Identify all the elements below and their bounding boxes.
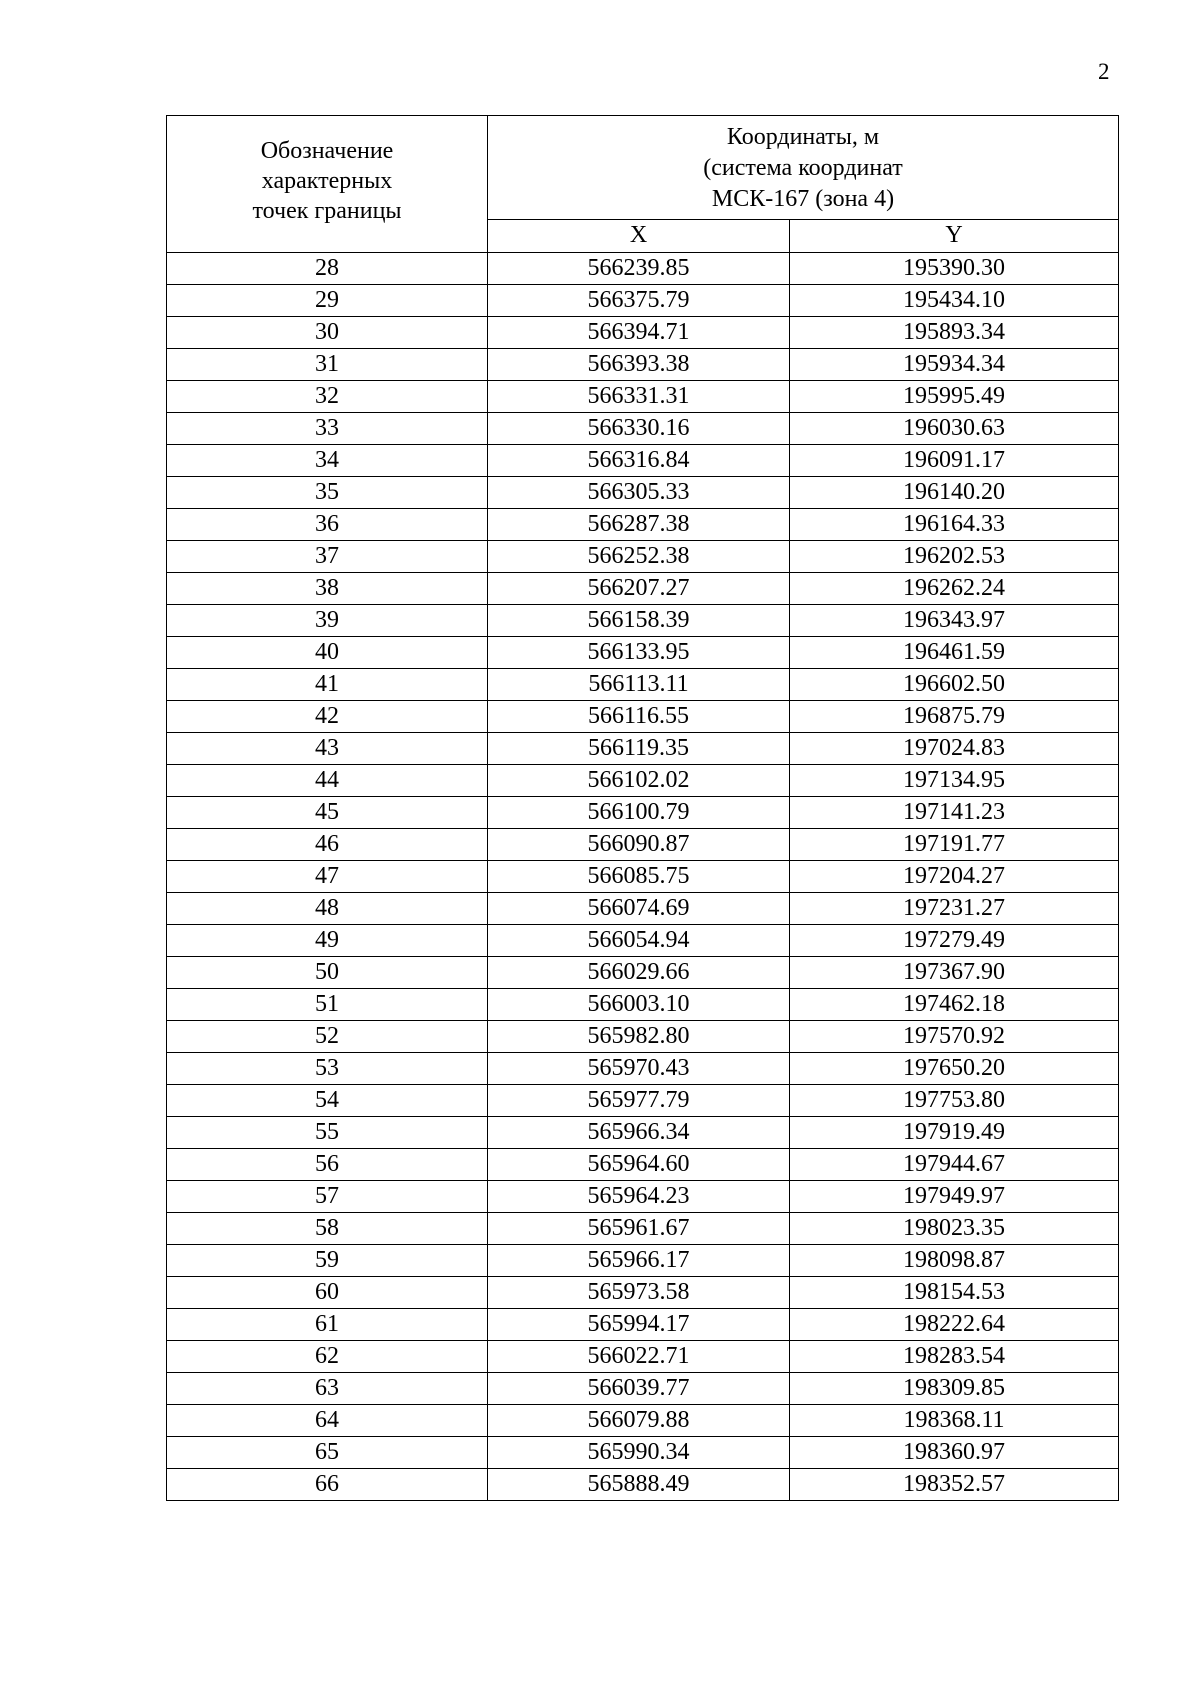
x-cell: 565966.34 xyxy=(488,1117,790,1149)
point-cell: 32 xyxy=(167,381,488,413)
table-row xyxy=(167,1245,1119,1277)
x-cell: 566003.10 xyxy=(488,989,790,1021)
y-cell: 196461.59 xyxy=(790,637,1119,669)
x-cell: 566100.79 xyxy=(488,797,790,829)
x-cell: 566252.38 xyxy=(488,541,790,573)
table-row xyxy=(167,1149,1119,1181)
x-cell: 566039.77 xyxy=(488,1373,790,1405)
table-body xyxy=(167,253,1119,1501)
y-cell: 196202.53 xyxy=(790,541,1119,573)
point-cell: 30 xyxy=(167,317,488,349)
y-cell: 196030.63 xyxy=(790,413,1119,445)
x-cell: 566287.38 xyxy=(488,509,790,541)
table-row xyxy=(167,1469,1119,1501)
x-cell: 565970.43 xyxy=(488,1053,790,1085)
point-cell: 56 xyxy=(167,1149,488,1181)
point-cell: 46 xyxy=(167,829,488,861)
point-cell: 31 xyxy=(167,349,488,381)
table-row xyxy=(167,829,1119,861)
y-cell: 196091.17 xyxy=(790,445,1119,477)
x-cell: 566330.16 xyxy=(488,413,790,445)
y-cell: 197231.27 xyxy=(790,893,1119,925)
x-cell: 565994.17 xyxy=(488,1309,790,1341)
x-cell: 565966.17 xyxy=(488,1245,790,1277)
header-x: X xyxy=(488,219,790,252)
table-row xyxy=(167,1405,1119,1437)
y-cell: 196140.20 xyxy=(790,477,1119,509)
y-cell: 198154.53 xyxy=(790,1277,1119,1309)
x-cell: 566022.71 xyxy=(488,1341,790,1373)
x-cell: 566079.88 xyxy=(488,1405,790,1437)
x-cell: 566207.27 xyxy=(488,573,790,605)
table-row xyxy=(167,253,1119,285)
table-row xyxy=(167,669,1119,701)
point-cell: 58 xyxy=(167,1213,488,1245)
table-row xyxy=(167,1117,1119,1149)
y-cell: 198309.85 xyxy=(790,1373,1119,1405)
x-cell: 565964.60 xyxy=(488,1149,790,1181)
table-row xyxy=(167,989,1119,1021)
y-cell: 198360.97 xyxy=(790,1437,1119,1469)
x-cell: 566102.02 xyxy=(488,765,790,797)
header-point-designation: Обозначение характерных точек границы xyxy=(167,116,488,253)
y-cell: 197367.90 xyxy=(790,957,1119,989)
y-cell: 198098.87 xyxy=(790,1245,1119,1277)
table-row xyxy=(167,1277,1119,1309)
point-cell: 40 xyxy=(167,637,488,669)
y-cell: 197134.95 xyxy=(790,765,1119,797)
x-cell: 566119.35 xyxy=(488,733,790,765)
y-cell: 197949.97 xyxy=(790,1181,1119,1213)
table-row xyxy=(167,1373,1119,1405)
table-row xyxy=(167,733,1119,765)
y-cell: 196343.97 xyxy=(790,605,1119,637)
point-cell: 63 xyxy=(167,1373,488,1405)
table-row xyxy=(167,349,1119,381)
y-cell: 195390.30 xyxy=(790,253,1119,285)
x-cell: 566133.95 xyxy=(488,637,790,669)
y-cell: 197570.92 xyxy=(790,1021,1119,1053)
point-cell: 47 xyxy=(167,861,488,893)
table-row xyxy=(167,1181,1119,1213)
x-cell: 565990.34 xyxy=(488,1437,790,1469)
point-cell: 34 xyxy=(167,445,488,477)
y-cell: 197650.20 xyxy=(790,1053,1119,1085)
point-cell: 50 xyxy=(167,957,488,989)
y-cell: 197462.18 xyxy=(790,989,1119,1021)
x-cell: 565964.23 xyxy=(488,1181,790,1213)
point-cell: 57 xyxy=(167,1181,488,1213)
x-cell: 566074.69 xyxy=(488,893,790,925)
y-cell: 197204.27 xyxy=(790,861,1119,893)
x-cell: 565888.49 xyxy=(488,1469,790,1501)
point-cell: 44 xyxy=(167,765,488,797)
table-row xyxy=(167,637,1119,669)
x-cell: 566116.55 xyxy=(488,701,790,733)
x-cell: 566054.94 xyxy=(488,925,790,957)
table-row xyxy=(167,1437,1119,1469)
table-row xyxy=(167,317,1119,349)
table-row xyxy=(167,1085,1119,1117)
y-cell: 195434.10 xyxy=(790,285,1119,317)
point-cell: 29 xyxy=(167,285,488,317)
table-row xyxy=(167,477,1119,509)
point-cell: 65 xyxy=(167,1437,488,1469)
table-row xyxy=(167,861,1119,893)
point-cell: 48 xyxy=(167,893,488,925)
y-cell: 198222.64 xyxy=(790,1309,1119,1341)
x-cell: 566375.79 xyxy=(488,285,790,317)
table-row xyxy=(167,509,1119,541)
y-cell: 197279.49 xyxy=(790,925,1119,957)
x-cell: 566316.84 xyxy=(488,445,790,477)
page-number: 2 xyxy=(1098,59,1110,84)
point-cell: 62 xyxy=(167,1341,488,1373)
point-cell: 54 xyxy=(167,1085,488,1117)
y-cell: 196875.79 xyxy=(790,701,1119,733)
table-row xyxy=(167,925,1119,957)
y-cell: 197753.80 xyxy=(790,1085,1119,1117)
y-cell: 195995.49 xyxy=(790,381,1119,413)
point-cell: 66 xyxy=(167,1469,488,1501)
point-cell: 53 xyxy=(167,1053,488,1085)
table-row xyxy=(167,1021,1119,1053)
y-cell: 196164.33 xyxy=(790,509,1119,541)
table-row xyxy=(167,701,1119,733)
y-cell: 195893.34 xyxy=(790,317,1119,349)
table-row xyxy=(167,1213,1119,1245)
y-cell: 197024.83 xyxy=(790,733,1119,765)
y-cell: 195934.34 xyxy=(790,349,1119,381)
y-cell: 197919.49 xyxy=(790,1117,1119,1149)
x-cell: 565973.58 xyxy=(488,1277,790,1309)
header-y: Y xyxy=(790,219,1119,252)
point-cell: 55 xyxy=(167,1117,488,1149)
y-cell: 198368.11 xyxy=(790,1405,1119,1437)
table-row xyxy=(167,893,1119,925)
y-cell: 197944.67 xyxy=(790,1149,1119,1181)
point-cell: 64 xyxy=(167,1405,488,1437)
y-cell: 198352.57 xyxy=(790,1469,1119,1501)
point-cell: 61 xyxy=(167,1309,488,1341)
y-cell: 197191.77 xyxy=(790,829,1119,861)
point-cell: 37 xyxy=(167,541,488,573)
point-cell: 42 xyxy=(167,701,488,733)
y-cell: 198283.54 xyxy=(790,1341,1119,1373)
table-row xyxy=(167,1309,1119,1341)
x-cell: 566085.75 xyxy=(488,861,790,893)
table-row xyxy=(167,957,1119,989)
x-cell: 566393.38 xyxy=(488,349,790,381)
x-cell: 566158.39 xyxy=(488,605,790,637)
point-cell: 33 xyxy=(167,413,488,445)
table-row xyxy=(167,381,1119,413)
table-row xyxy=(167,605,1119,637)
point-cell: 28 xyxy=(167,253,488,285)
table-row xyxy=(167,413,1119,445)
table-row xyxy=(167,765,1119,797)
y-cell: 198023.35 xyxy=(790,1213,1119,1245)
table-row xyxy=(167,541,1119,573)
y-cell: 196602.50 xyxy=(790,669,1119,701)
point-cell: 60 xyxy=(167,1277,488,1309)
point-cell: 35 xyxy=(167,477,488,509)
table-row xyxy=(167,1053,1119,1085)
x-cell: 566394.71 xyxy=(488,317,790,349)
x-cell: 565982.80 xyxy=(488,1021,790,1053)
y-cell: 197141.23 xyxy=(790,797,1119,829)
point-cell: 52 xyxy=(167,1021,488,1053)
table-row xyxy=(167,797,1119,829)
x-cell: 566113.11 xyxy=(488,669,790,701)
header-coordinates: Координаты, м (система координат МСК-167 (зона 4) xyxy=(488,116,1119,220)
point-cell: 36 xyxy=(167,509,488,541)
point-cell: 39 xyxy=(167,605,488,637)
point-cell: 38 xyxy=(167,573,488,605)
table-row xyxy=(167,573,1119,605)
point-cell: 51 xyxy=(167,989,488,1021)
point-cell: 49 xyxy=(167,925,488,957)
table-row xyxy=(167,445,1119,477)
point-cell: 41 xyxy=(167,669,488,701)
y-cell: 196262.24 xyxy=(790,573,1119,605)
x-cell: 565961.67 xyxy=(488,1213,790,1245)
x-cell: 566090.87 xyxy=(488,829,790,861)
point-cell: 59 xyxy=(167,1245,488,1277)
x-cell: 565977.79 xyxy=(488,1085,790,1117)
x-cell: 566331.31 xyxy=(488,381,790,413)
point-cell: 43 xyxy=(167,733,488,765)
table-row xyxy=(167,285,1119,317)
point-cell: 45 xyxy=(167,797,488,829)
coordinates-table xyxy=(166,115,1119,1501)
x-cell: 566029.66 xyxy=(488,957,790,989)
x-cell: 566239.85 xyxy=(488,253,790,285)
x-cell: 566305.33 xyxy=(488,477,790,509)
table-row xyxy=(167,1341,1119,1373)
